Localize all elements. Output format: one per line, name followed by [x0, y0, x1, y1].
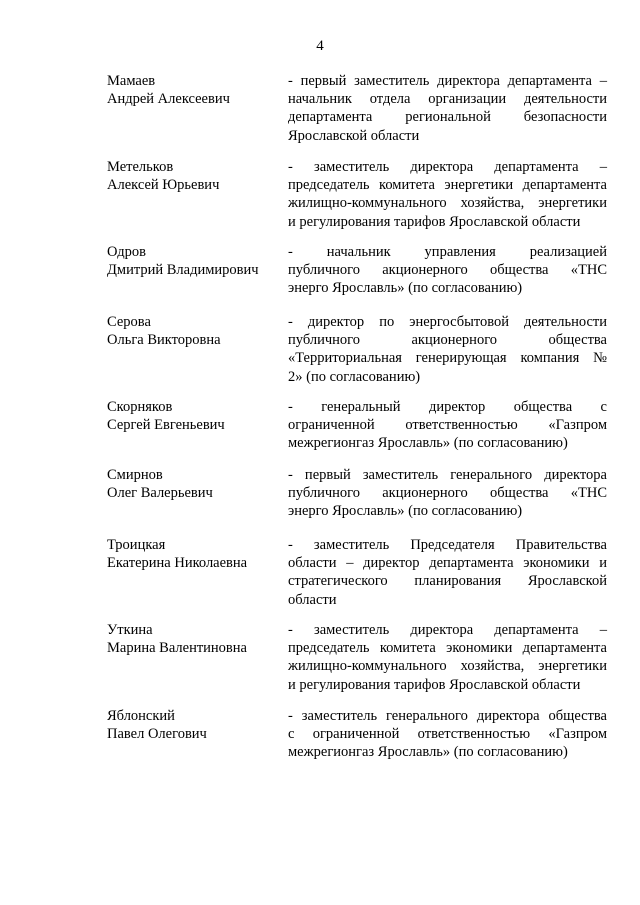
member-surname: Уткина	[107, 622, 153, 638]
member-name	[107, 158, 282, 194]
member-name	[107, 536, 282, 572]
member-surname: Метельков	[107, 159, 174, 175]
position-line: - заместитель директора департамента –	[288, 622, 607, 638]
member-given-names: Алексей Юрьевич	[107, 177, 220, 194]
position-line: энерго Ярославль» (по согласованию)	[288, 503, 523, 520]
position-line: - заместитель генерального директора общества	[288, 708, 607, 724]
member-name	[107, 707, 282, 743]
position-line: председатель комитета экономики департамента	[288, 640, 607, 657]
position-line: - генеральный директор общества с	[288, 399, 607, 415]
member-surname: Троицкая	[107, 537, 166, 553]
member-surname: Одров	[107, 244, 147, 260]
member-given-names: Дмитрий Владимирович	[107, 262, 259, 279]
position-line: межрегионгаз Ярославль» (по согласованию)	[288, 744, 568, 761]
member-name	[107, 466, 282, 502]
position-line: и регулирования тарифов Ярославской области	[288, 213, 581, 230]
member-given-names: Павел Олегович	[107, 726, 207, 743]
position-line: жилищно-коммунального хозяйства, энергетики	[288, 195, 607, 212]
position-line: ограниченной ответственностью «Газпром	[288, 417, 607, 434]
position-line: области – директор департамента экономики и	[288, 555, 607, 572]
position-line: 2» (по согласованию)	[288, 368, 421, 385]
member-position	[288, 398, 607, 453]
position-line: - первый заместитель генерального директора	[288, 467, 607, 483]
member-surname: Яблонский	[107, 708, 175, 724]
position-line: - заместитель директора департамента –	[288, 159, 607, 175]
page-number: 4	[316, 38, 324, 54]
position-line: - начальник управления реализацией	[288, 244, 607, 260]
member-name	[107, 313, 282, 349]
member-position	[288, 707, 607, 762]
position-line: председатель комитета энергетики департамента	[288, 177, 607, 194]
position-line: публичного акционерного общества	[288, 332, 607, 349]
member-name	[107, 243, 282, 279]
position-line: жилищно-коммунального хозяйства, энергетики	[288, 658, 607, 675]
position-line: - директор по энергосбытовой деятельности	[288, 314, 607, 330]
position-line: стратегического планирования Ярославской	[288, 573, 607, 590]
member-given-names: Андрей Алексеевич	[107, 91, 230, 108]
member-given-names: Екатерина Николаевна	[107, 555, 248, 572]
position-line: - первый заместитель директора департамента –	[288, 73, 607, 89]
position-line: департамента региональной безопасности	[288, 109, 607, 126]
member-surname: Серова	[107, 314, 151, 330]
position-line: публичного акционерного общества «ТНС	[288, 485, 607, 502]
member-given-names: Ольга Викторовна	[107, 332, 221, 349]
member-given-names: Олег Валерьевич	[107, 485, 213, 502]
member-name	[107, 398, 282, 434]
position-line: межрегионгаз Ярославль» (по согласованию)	[288, 435, 568, 452]
member-position	[288, 466, 607, 521]
position-line: и регулирования тарифов Ярославской области	[288, 676, 581, 693]
member-surname: Смирнов	[107, 467, 163, 483]
member-position	[288, 158, 607, 231]
position-line: начальник отдела организации деятельности	[288, 91, 607, 108]
member-given-names: Марина Валентиновна	[107, 640, 247, 657]
member-position	[288, 621, 607, 694]
position-line: публичного акционерного общества «ТНС	[288, 262, 607, 279]
member-position	[288, 313, 607, 386]
position-line: - заместитель Председателя Правительства	[288, 537, 607, 553]
position-line: с ограниченной ответственностью «Газпром	[288, 726, 607, 743]
position-line: Ярославской области	[288, 127, 420, 144]
member-position	[288, 536, 607, 609]
position-line: «Территориальная генерирующая компания №	[288, 350, 607, 367]
position-line: области	[288, 591, 337, 608]
member-name	[107, 72, 282, 108]
member-given-names: Сергей Евгеньевич	[107, 417, 225, 434]
member-name	[107, 621, 282, 657]
position-line: энерго Ярославль» (по согласованию)	[288, 280, 523, 297]
member-surname: Скорняков	[107, 399, 173, 415]
member-position	[288, 72, 607, 145]
member-position	[288, 243, 607, 298]
member-surname: Мамаев	[107, 73, 156, 89]
